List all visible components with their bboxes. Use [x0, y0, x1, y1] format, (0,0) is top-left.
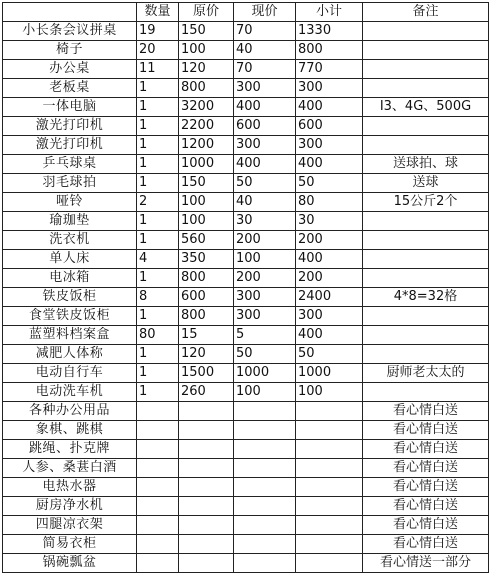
- table-row: [3, 98, 489, 117]
- quantity-cell: [137, 478, 179, 497]
- table-row: [3, 421, 489, 440]
- quantity-cell: 1: [137, 155, 179, 174]
- remark-cell: [363, 307, 489, 326]
- current-price-cell: [234, 516, 296, 535]
- quantity-cell: [137, 421, 179, 440]
- original-price-cell: 1000: [179, 155, 234, 174]
- remark-cell: [363, 41, 489, 60]
- quantity-cell: 1: [137, 364, 179, 383]
- subtotal-cell: 50: [296, 345, 363, 364]
- item-name-cell: 小长条会议拼桌: [3, 22, 137, 41]
- current-price-cell: [234, 459, 296, 478]
- table-row: [3, 22, 489, 41]
- table-row: [3, 478, 489, 497]
- remark-cell: [363, 231, 489, 250]
- table-row: [3, 231, 489, 250]
- original-price-cell: [179, 402, 234, 421]
- header-remarks: 备注: [363, 3, 489, 22]
- table-row: [3, 554, 489, 573]
- quantity-cell: 20: [137, 41, 179, 60]
- item-name-cell: 电热水器: [3, 478, 137, 497]
- table-row: [3, 364, 489, 383]
- current-price-cell: [234, 440, 296, 459]
- remark-cell: 15公斤2个: [363, 193, 489, 212]
- item-name-cell: 四腿凉衣架: [3, 516, 137, 535]
- subtotal-cell: 30: [296, 212, 363, 231]
- item-name-cell: 洗衣机: [3, 231, 137, 250]
- item-name-cell: 食堂铁皮饭柜: [3, 307, 137, 326]
- header-current-price: 现价: [234, 3, 296, 22]
- subtotal-cell: 200: [296, 269, 363, 288]
- table-row: [3, 174, 489, 193]
- table-row: [3, 250, 489, 269]
- current-price-cell: 600: [234, 117, 296, 136]
- subtotal-cell: [296, 516, 363, 535]
- header-row: [3, 3, 489, 22]
- table-row: [3, 269, 489, 288]
- current-price-cell: 300: [234, 79, 296, 98]
- table-body: [3, 22, 489, 573]
- subtotal-cell: [296, 459, 363, 478]
- original-price-cell: [179, 554, 234, 573]
- remark-cell: [363, 345, 489, 364]
- table-row: [3, 136, 489, 155]
- item-name-cell: 老板桌: [3, 79, 137, 98]
- subtotal-cell: 200: [296, 231, 363, 250]
- quantity-cell: 8: [137, 288, 179, 307]
- table-row: [3, 79, 489, 98]
- current-price-cell: 50: [234, 345, 296, 364]
- table-row: [3, 41, 489, 60]
- subtotal-cell: 400: [296, 98, 363, 117]
- quantity-cell: 1: [137, 383, 179, 402]
- current-price-cell: 100: [234, 250, 296, 269]
- item-name-cell: 锅碗瓢盆: [3, 554, 137, 573]
- subtotal-cell: [296, 402, 363, 421]
- table-row: [3, 402, 489, 421]
- original-price-cell: 120: [179, 60, 234, 79]
- quantity-cell: 19: [137, 22, 179, 41]
- table-row: [3, 212, 489, 231]
- subtotal-cell: 300: [296, 79, 363, 98]
- item-name-cell: 一体电脑: [3, 98, 137, 117]
- current-price-cell: 400: [234, 98, 296, 117]
- quantity-cell: 1: [137, 269, 179, 288]
- original-price-cell: 100: [179, 193, 234, 212]
- original-price-cell: [179, 478, 234, 497]
- subtotal-cell: 80: [296, 193, 363, 212]
- remark-cell: [363, 212, 489, 231]
- item-name-cell: 激光打印机: [3, 136, 137, 155]
- subtotal-cell: [296, 440, 363, 459]
- current-price-cell: 50: [234, 174, 296, 193]
- item-name-cell: 厨房净水机: [3, 497, 137, 516]
- item-name-cell: 铁皮饭柜: [3, 288, 137, 307]
- current-price-cell: 30: [234, 212, 296, 231]
- remark-cell: 看心情送一部分: [363, 554, 489, 573]
- remark-cell: [363, 250, 489, 269]
- remark-cell: 厨师老太太的: [363, 364, 489, 383]
- quantity-cell: 1: [137, 345, 179, 364]
- quantity-cell: [137, 554, 179, 573]
- subtotal-cell: 1000: [296, 364, 363, 383]
- subtotal-cell: [296, 535, 363, 554]
- remark-cell: [363, 117, 489, 136]
- header-original-price: 原价: [179, 3, 234, 22]
- item-name-cell: 蓝塑料档案盒: [3, 326, 137, 345]
- header-quantity: 数量: [137, 3, 179, 22]
- subtotal-cell: 800: [296, 41, 363, 60]
- quantity-cell: 1: [137, 231, 179, 250]
- quantity-cell: [137, 497, 179, 516]
- current-price-cell: [234, 497, 296, 516]
- item-name-cell: 电动自行车: [3, 364, 137, 383]
- table-row: [3, 60, 489, 79]
- item-name-cell: 电冰箱: [3, 269, 137, 288]
- item-name-cell: 办公桌: [3, 60, 137, 79]
- current-price-cell: 300: [234, 136, 296, 155]
- original-price-cell: 100: [179, 41, 234, 60]
- original-price-cell: [179, 535, 234, 554]
- remark-cell: [363, 60, 489, 79]
- current-price-cell: 100: [234, 383, 296, 402]
- remark-cell: 看心情白送: [363, 440, 489, 459]
- current-price-cell: 200: [234, 231, 296, 250]
- quantity-cell: 1: [137, 117, 179, 136]
- current-price-cell: 40: [234, 41, 296, 60]
- remark-cell: [363, 383, 489, 402]
- original-price-cell: 600: [179, 288, 234, 307]
- quantity-cell: 1: [137, 98, 179, 117]
- quantity-cell: 2: [137, 193, 179, 212]
- current-price-cell: 1000: [234, 364, 296, 383]
- remark-cell: 看心情白送: [363, 402, 489, 421]
- item-name-cell: 减肥人体称: [3, 345, 137, 364]
- table-row: [3, 516, 489, 535]
- item-name-cell: 电动洗车机: [3, 383, 137, 402]
- remark-cell: [363, 136, 489, 155]
- original-price-cell: [179, 459, 234, 478]
- subtotal-cell: [296, 478, 363, 497]
- original-price-cell: 120: [179, 345, 234, 364]
- quantity-cell: 4: [137, 250, 179, 269]
- original-price-cell: 2200: [179, 117, 234, 136]
- item-name-cell: 各种办公用品: [3, 402, 137, 421]
- quantity-cell: 1: [137, 79, 179, 98]
- subtotal-cell: 300: [296, 136, 363, 155]
- current-price-cell: [234, 535, 296, 554]
- item-name-cell: 椅子: [3, 41, 137, 60]
- item-name-cell: 象棋、跳棋: [3, 421, 137, 440]
- original-price-cell: 3200: [179, 98, 234, 117]
- original-price-cell: 800: [179, 307, 234, 326]
- current-price-cell: 5: [234, 326, 296, 345]
- item-name-cell: 单人床: [3, 250, 137, 269]
- table-row: [3, 193, 489, 212]
- price-list-table: [2, 2, 489, 573]
- current-price-cell: 400: [234, 155, 296, 174]
- subtotal-cell: [296, 421, 363, 440]
- quantity-cell: [137, 459, 179, 478]
- item-name-cell: 人参、桑葚白酒: [3, 459, 137, 478]
- original-price-cell: 1200: [179, 136, 234, 155]
- quantity-cell: 1: [137, 174, 179, 193]
- subtotal-cell: 50: [296, 174, 363, 193]
- table-row: [3, 155, 489, 174]
- remark-cell: [363, 326, 489, 345]
- remark-cell: 看心情白送: [363, 516, 489, 535]
- original-price-cell: 150: [179, 22, 234, 41]
- subtotal-cell: 300: [296, 307, 363, 326]
- item-name-cell: 哑铃: [3, 193, 137, 212]
- remark-cell: 送球拍、球: [363, 155, 489, 174]
- current-price-cell: [234, 478, 296, 497]
- current-price-cell: 70: [234, 22, 296, 41]
- subtotal-cell: 2400: [296, 288, 363, 307]
- subtotal-cell: 1330: [296, 22, 363, 41]
- table-row: [3, 345, 489, 364]
- table-row: [3, 307, 489, 326]
- subtotal-cell: 400: [296, 155, 363, 174]
- subtotal-cell: 600: [296, 117, 363, 136]
- subtotal-cell: 400: [296, 250, 363, 269]
- original-price-cell: 800: [179, 79, 234, 98]
- subtotal-cell: 400: [296, 326, 363, 345]
- quantity-cell: [137, 402, 179, 421]
- original-price-cell: [179, 497, 234, 516]
- remark-cell: 送球: [363, 174, 489, 193]
- header-item: [3, 3, 137, 22]
- item-name-cell: 跳绳、扑克牌: [3, 440, 137, 459]
- original-price-cell: 150: [179, 174, 234, 193]
- original-price-cell: [179, 421, 234, 440]
- current-price-cell: 200: [234, 269, 296, 288]
- subtotal-cell: 770: [296, 60, 363, 79]
- quantity-cell: 1: [137, 307, 179, 326]
- current-price-cell: [234, 402, 296, 421]
- remark-cell: 看心情白送: [363, 535, 489, 554]
- table-row: [3, 497, 489, 516]
- remark-cell: [363, 22, 489, 41]
- item-name-cell: 激光打印机: [3, 117, 137, 136]
- remark-cell: 看心情白送: [363, 459, 489, 478]
- original-price-cell: [179, 440, 234, 459]
- subtotal-cell: [296, 497, 363, 516]
- current-price-cell: 300: [234, 288, 296, 307]
- current-price-cell: [234, 554, 296, 573]
- quantity-cell: [137, 516, 179, 535]
- original-price-cell: 260: [179, 383, 234, 402]
- subtotal-cell: [296, 554, 363, 573]
- quantity-cell: 1: [137, 212, 179, 231]
- quantity-cell: 11: [137, 60, 179, 79]
- quantity-cell: 80: [137, 326, 179, 345]
- remark-cell: 看心情白送: [363, 478, 489, 497]
- original-price-cell: 100: [179, 212, 234, 231]
- item-name-cell: 羽毛球拍: [3, 174, 137, 193]
- original-price-cell: 350: [179, 250, 234, 269]
- original-price-cell: 1500: [179, 364, 234, 383]
- remark-cell: 看心情白送: [363, 421, 489, 440]
- item-name-cell: 乒乓球桌: [3, 155, 137, 174]
- table-row: [3, 326, 489, 345]
- original-price-cell: 15: [179, 326, 234, 345]
- remark-cell: 4*8=32格: [363, 288, 489, 307]
- remark-cell: 看心情白送: [363, 497, 489, 516]
- quantity-cell: 1: [137, 136, 179, 155]
- quantity-cell: [137, 440, 179, 459]
- remark-cell: [363, 79, 489, 98]
- original-price-cell: [179, 516, 234, 535]
- current-price-cell: 300: [234, 307, 296, 326]
- current-price-cell: 70: [234, 60, 296, 79]
- original-price-cell: 560: [179, 231, 234, 250]
- table-row: [3, 459, 489, 478]
- table-row: [3, 117, 489, 136]
- subtotal-cell: 100: [296, 383, 363, 402]
- remark-cell: [363, 269, 489, 288]
- original-price-cell: 800: [179, 269, 234, 288]
- table-row: [3, 288, 489, 307]
- quantity-cell: [137, 535, 179, 554]
- item-name-cell: 瑜珈垫: [3, 212, 137, 231]
- remark-cell: I3、4G、500G: [363, 98, 489, 117]
- item-name-cell: 简易衣柜: [3, 535, 137, 554]
- header-subtotal: 小计: [296, 3, 363, 22]
- table-row: [3, 535, 489, 554]
- current-price-cell: 40: [234, 193, 296, 212]
- table-row: [3, 383, 489, 402]
- table-row: [3, 440, 489, 459]
- current-price-cell: [234, 421, 296, 440]
